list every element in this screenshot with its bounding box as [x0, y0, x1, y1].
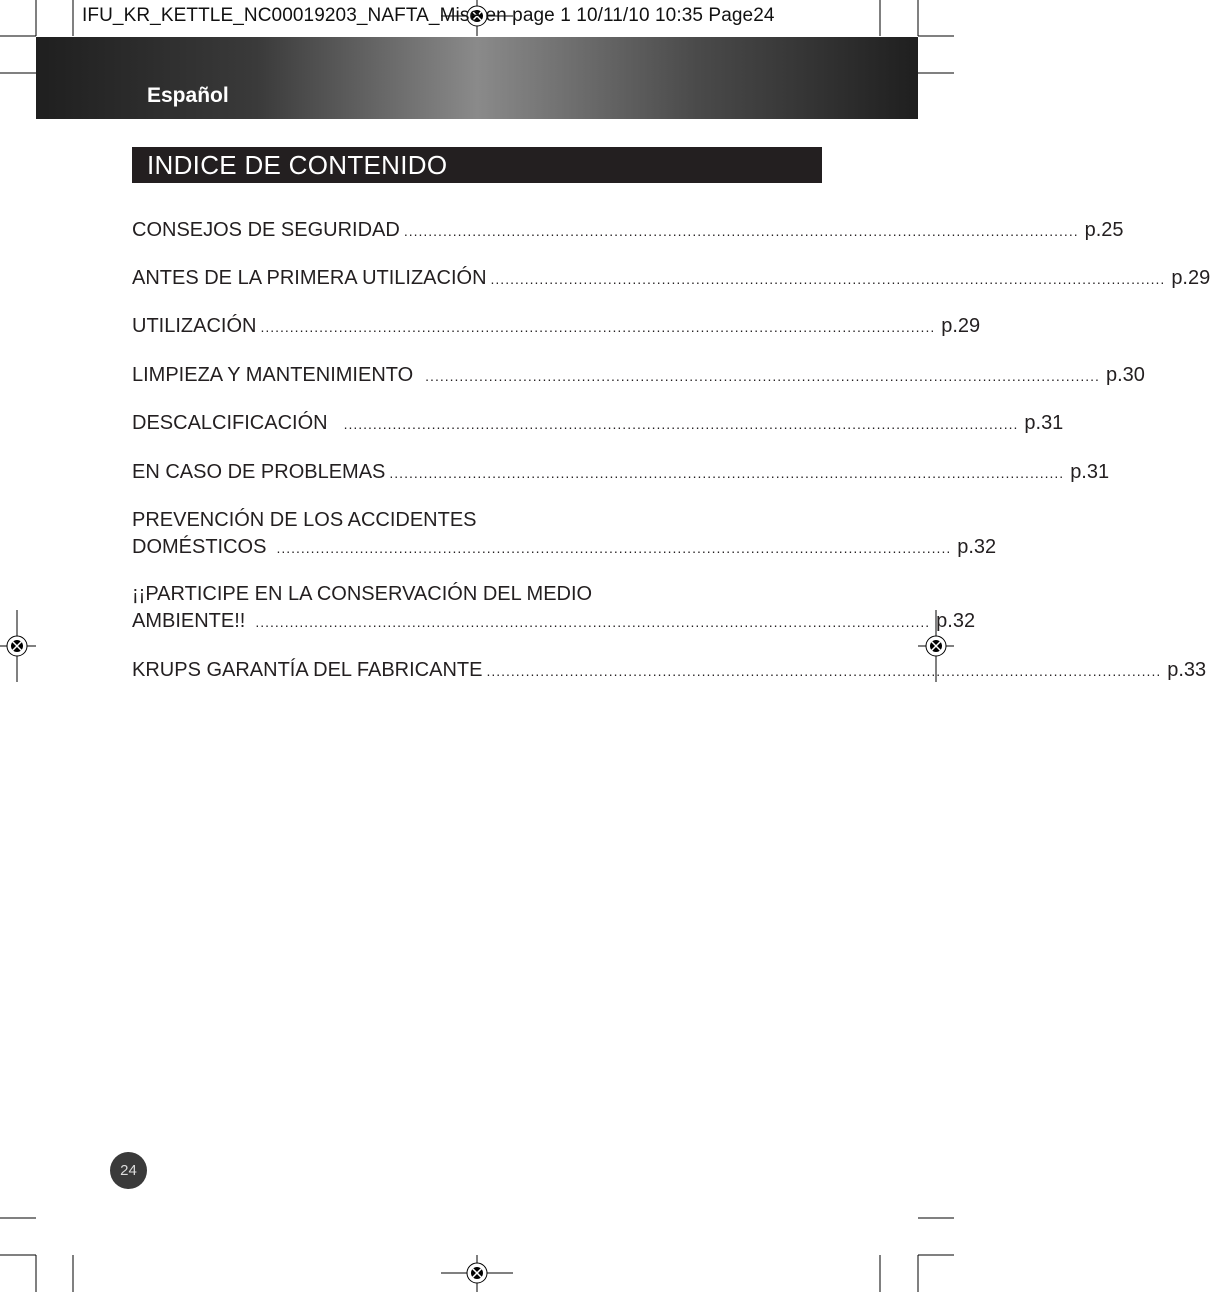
toc-entry[interactable] [132, 267, 1210, 293]
dot-leader: .......................................................................................................................................... [343, 416, 1019, 432]
toc-entry[interactable] [132, 219, 1124, 245]
toc-entry-label: EN CASO DE PROBLEMAS [132, 461, 386, 483]
toc-page-number: 31 [1086, 461, 1110, 483]
dot-leader: .......................................................................................................................................... [260, 319, 936, 335]
page-prefix: p. [936, 610, 953, 632]
toc-entry-label: DESCALCIFICACIÓN [132, 412, 328, 434]
print-slug: IFU_KR_KETTLE_NC00019203_NAFTA_Mise en page 1 10/11/10 10:35 Page24 [82, 5, 775, 26]
dot-leader: .......................................................................................................................................... [389, 465, 1065, 481]
toc-page-number: 32 [952, 610, 976, 632]
page-title: INDICE DE CONTENIDO [147, 150, 448, 180]
toc-page-number: 29 [957, 315, 981, 337]
page-prefix: p. [941, 315, 958, 337]
dot-leader: .......................................................................................................................................... [255, 614, 931, 630]
toc-entry-label: DOMÉSTICOS [132, 536, 267, 558]
toc-page-number: 32 [973, 536, 997, 558]
page-prefix: p. [1024, 412, 1042, 434]
language-label: Español [147, 84, 229, 107]
registration-target-icon [467, 1263, 487, 1283]
dot-leader: .......................................................................................................................................... [425, 368, 1100, 384]
toc-entry-label: AMBIENTE!! [132, 610, 246, 632]
toc-entry-label: LIMPIEZA Y MANTENIMIENTO [132, 364, 414, 386]
toc-entry-label: CONSEJOS DE SEGURIDAD [132, 219, 400, 241]
page-prefix: p. [957, 536, 974, 558]
registration-target-icon [7, 636, 27, 656]
toc-entry[interactable] [132, 659, 1207, 685]
page-prefix: p. [1167, 659, 1184, 681]
toc-page-number: 33 [1183, 659, 1207, 681]
toc-entry[interactable] [132, 536, 997, 562]
toc-entry-label-line1[interactable]: PREVENCIÓN DE LOS ACCIDENTES [132, 509, 477, 531]
page-prefix: p. [1070, 461, 1087, 483]
dot-leader: .......................................................................................................................................... [490, 271, 1166, 287]
toc-entry[interactable] [132, 610, 976, 636]
toc-entry[interactable] [132, 315, 981, 341]
dot-leader: .......................................................................................................................................... [276, 540, 952, 556]
dot-leader: .......................................................................................................................................... [486, 663, 1162, 679]
dot-leader: .......................................................................................................................................... [403, 223, 1079, 239]
registration-target-icon [926, 636, 946, 656]
toc-entry[interactable] [132, 412, 1064, 438]
toc-entry[interactable] [132, 461, 1110, 487]
toc-page-number: 30 [1122, 364, 1145, 386]
page-prefix: p. [1084, 219, 1102, 241]
page-prefix: p. [1105, 364, 1123, 386]
toc-page-number: 25 [1101, 219, 1124, 241]
toc-entry-label-line1[interactable]: ¡¡PARTICIPE EN LA CONSERVACIÓN DEL MEDIO [132, 583, 593, 605]
toc-page-number: 31 [1041, 412, 1064, 434]
toc-entry-label: KRUPS GARANTÍA DEL FABRICANTE [132, 659, 483, 681]
page-number-badge: 24 [110, 1152, 147, 1189]
toc-entry-label: UTILIZACIÓN [132, 315, 257, 337]
toc-entry-label: ANTES DE LA PRIMERA UTILIZACIÓN [132, 267, 487, 289]
toc-page-number: 29 [1188, 267, 1210, 289]
toc-entry[interactable] [132, 364, 1145, 390]
page-prefix: p. [1171, 267, 1188, 289]
